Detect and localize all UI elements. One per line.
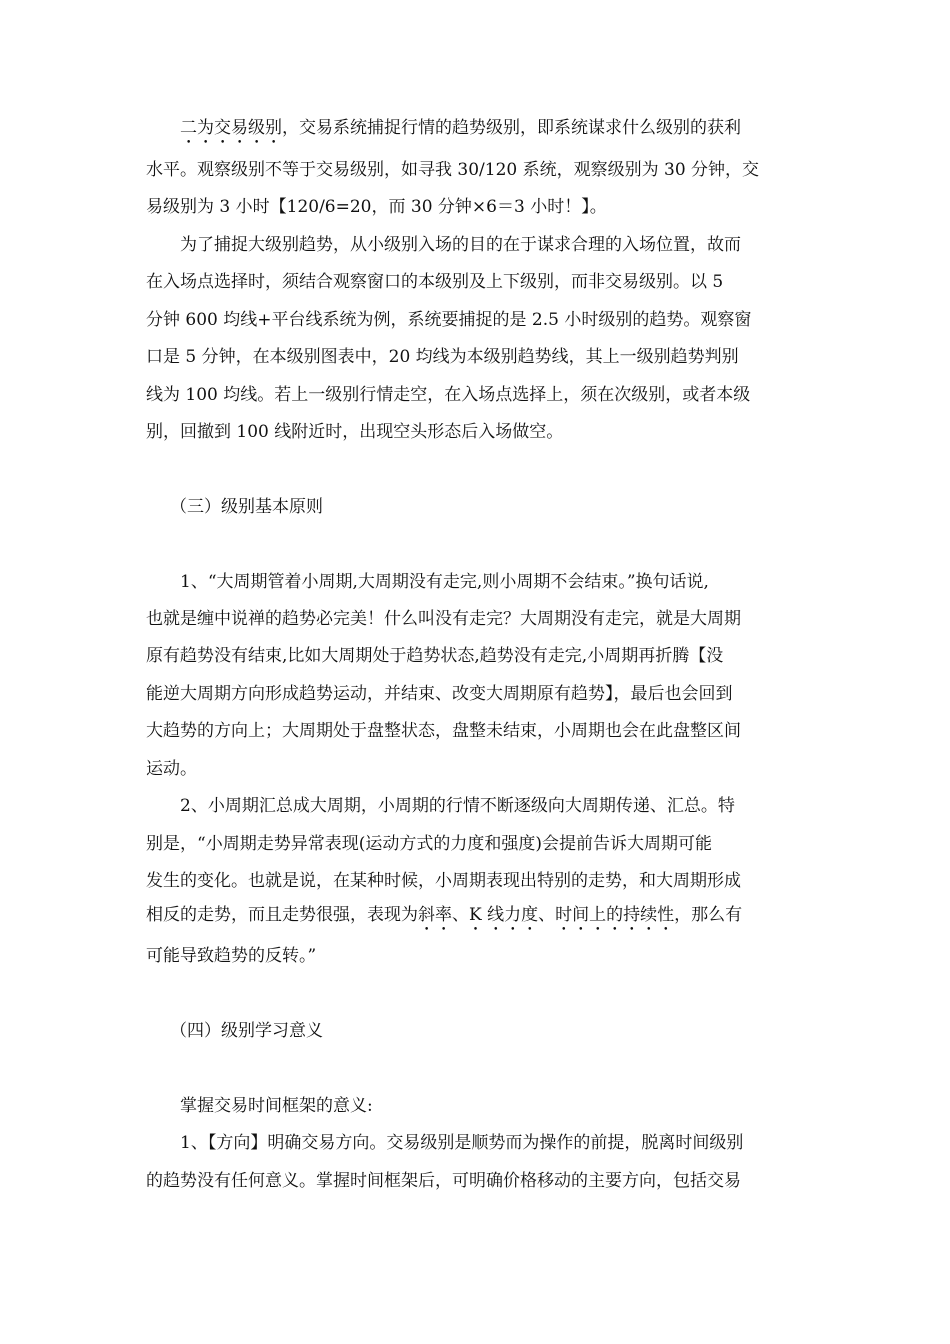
emphasized-text: 斜率、K 线力度、时间上的持续性: [418, 905, 675, 925]
paragraph-line: 分钟 600 均线+平台线系统为例，系统要捕捉的是 2.5 小时级别的趋势。观察窗: [146, 310, 752, 330]
emphasized-text: 二为交易级别: [180, 118, 282, 138]
paragraph-line: 别是，“小周期走势异常表现(运动方式的力度和强度)会提前告诉大周期可能: [146, 834, 712, 854]
paragraph-line: 能逆大周期方向形成趋势运动，并结束、改变大周期原有趋势】，最后也会回到: [146, 684, 733, 704]
paragraph-line: 原有趋势没有结束,比如大周期处于趋势状态,趋势没有走完,小周期再折腾【没: [146, 646, 724, 666]
paragraph-line: 大趋势的方向上；大周期处于盘整状态，盘整未结束，小周期也会在此盘整区间: [146, 721, 741, 741]
paragraph-line: 水平。观察级别不等于交易级别，如寻我 30/120 系统，观察级别为 30 分钟，交: [146, 160, 760, 180]
text-run: ，那么有: [674, 905, 743, 925]
paragraph-line: 1、“大周期管着小周期,大周期没有走完,则小周期不会结束。”换句话说,: [180, 572, 709, 592]
paragraph-line: 掌握交易时间框架的意义:: [180, 1096, 373, 1116]
text-run: 相反的走势，而且走势很强，表现为: [146, 905, 418, 925]
paragraph-line: 口是 5 分钟，在本级别图表中，20 均线为本级别趋势线，其上一级别趋势判别: [146, 347, 739, 367]
paragraph-line: 在入场点选择时，须结合观察窗口的本级别及上下级别，而非交易级别。以 5: [146, 272, 724, 292]
paragraph-line: 2、小周期汇总成大周期，小周期的行情不断逐级向大周期传递、汇总。特: [180, 796, 735, 816]
paragraph-line: 别，回撤到 100 线附近时，出现空头形态后入场做空。: [146, 422, 564, 442]
section-heading: （四）级别学习意义: [170, 1021, 323, 1041]
section-heading: （三）级别基本原则: [170, 497, 323, 517]
paragraph-line: 为了捕捉大级别趋势，从小级别入场的目的在于谋求合理的入场位置，故而: [180, 235, 741, 255]
paragraph-line: 线为 100 均线。若上一级别行情走空，在入场点选择上，须在次级别，或者本级: [146, 385, 751, 405]
paragraph-line: 可能导致趋势的反转。”: [146, 946, 317, 966]
paragraph-line: 运动。: [146, 759, 197, 779]
paragraph-line: 发生的变化。也就是说，在某种时候，小周期表现出特别的走势，和大周期形成: [146, 871, 741, 891]
paragraph-line: 易级别为 3 小时【120/6=20，而 30 分钟×6＝3 小时！】。: [146, 197, 607, 217]
paragraph-line: 1、【方向】明确交易方向。交易级别是顺势而为操作的前提，脱离时间级别: [180, 1133, 744, 1153]
paragraph-line: [180, 117, 741, 148]
paragraph-line: 也就是缠中说禅的趋势必完美！什么叫没有走完？大周期没有走完，就是大周期: [146, 609, 741, 629]
text-run: ，交易系统捕捉行情的趋势级别，即系统谋求什么级别的获利: [282, 118, 741, 138]
paragraph-line: [146, 904, 742, 935]
paragraph-line: 的趋势没有任何意义。掌握时间框架后，可明确价格移动的主要方向，包括交易: [146, 1171, 741, 1191]
